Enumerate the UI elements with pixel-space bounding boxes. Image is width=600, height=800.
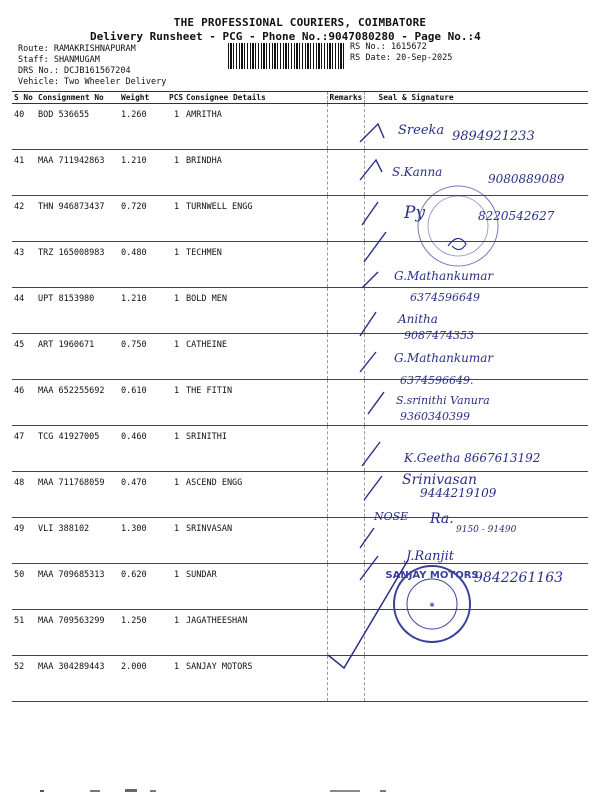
cell-remarks: [327, 380, 364, 426]
table-row: [12, 426, 588, 472]
cell-remarks: [327, 564, 364, 610]
table-row: [12, 518, 588, 564]
cell-remarks: [327, 334, 364, 380]
cell-pcs: 1: [167, 334, 184, 380]
table-row: [12, 472, 588, 518]
table-row: [12, 288, 588, 334]
signature-row-42: Py: [404, 203, 426, 223]
cell-weight: 1.260: [119, 104, 167, 150]
cell-weight: 0.610: [119, 380, 167, 426]
cell-consignment: MAA 709685313: [36, 564, 119, 610]
cell-pcs: 1: [167, 610, 184, 656]
table-header-row: [12, 92, 588, 104]
cell-seal: [364, 104, 588, 150]
cell-consignee: TURNWELL ENGG: [184, 196, 327, 242]
route-label: Route: RAMAKRISHNAPURAM: [18, 44, 136, 54]
cell-weight: 1.210: [119, 288, 167, 334]
signature-row-45: Anitha: [398, 312, 438, 326]
cell-seal: [364, 196, 588, 242]
vehicle-label: Vehicle: Two Wheeler Delivery: [18, 77, 167, 87]
phone-row-42: 8220542627: [478, 209, 555, 223]
cell-remarks: [327, 288, 364, 334]
cell-consignee: BOLD MEN: [184, 288, 327, 334]
table-row: [12, 610, 588, 656]
phone-row-51: 9842261163: [474, 570, 564, 586]
cell-pcs: 1: [167, 656, 184, 702]
scan-specks: [30, 788, 430, 794]
cell-consignment: UPT 8153980: [36, 288, 119, 334]
stamp-text: SANJAY MOTORS: [385, 570, 479, 581]
cell-seal: [364, 518, 588, 564]
cell-sno: 41: [12, 150, 36, 196]
phone-row-47: 9360340399: [400, 410, 470, 423]
table-row: [12, 196, 588, 242]
cell-seal: [364, 610, 588, 656]
signature-row-50: NOSE: [374, 510, 409, 523]
signature-row-41: S.Kanna: [392, 165, 443, 179]
signature-row-49: Srinivasan: [402, 472, 478, 488]
cell-consignment: THN 946873437: [36, 196, 119, 242]
cell-weight: 0.750: [119, 334, 167, 380]
signature-row-48: K.Geetha 8667613192: [404, 451, 541, 465]
col-consignee: Consignee Details: [184, 92, 327, 104]
cell-pcs: 1: [167, 104, 184, 150]
cell-consignment: TCG 41927005: [36, 426, 119, 472]
phone-row-41: 9080889089: [488, 172, 565, 186]
table-row: [12, 334, 588, 380]
cell-consignment: BOD 536655: [36, 104, 119, 150]
cell-sno: 50: [12, 564, 36, 610]
phone-row-46: 6374596649.: [400, 374, 474, 387]
cell-consignment: MAA 709563299: [36, 610, 119, 656]
cell-sno: 43: [12, 242, 36, 288]
rs-date: RS Date: 20-Sep-2025: [350, 53, 453, 63]
cell-seal: [364, 150, 588, 196]
cell-consignee: JAGATHEESHAN: [184, 610, 327, 656]
cell-remarks: [327, 150, 364, 196]
cell-pcs: 1: [167, 288, 184, 334]
cell-consignment: ART 1960671: [36, 334, 119, 380]
cell-consignment: MAA 304289443: [36, 656, 119, 702]
cell-remarks: [327, 196, 364, 242]
drs-number: DRS No.: DCJB161567204: [18, 66, 131, 76]
cell-sno: 47: [12, 426, 36, 472]
signature-row-51: J.Ranjit: [406, 549, 454, 564]
col-pcs: PCS: [169, 93, 184, 102]
rs-number: RS No.: 1615672: [350, 42, 427, 52]
cell-weight: 1.250: [119, 610, 167, 656]
cell-weight: 0.480: [119, 242, 167, 288]
signature-row-47: S.srinithi Vanura: [396, 394, 490, 407]
cell-seal: [364, 288, 588, 334]
cell-weight: 0.460: [119, 426, 167, 472]
cell-remarks: [327, 472, 364, 518]
barcode-image: [228, 43, 346, 69]
cell-seal: [364, 334, 588, 380]
cell-pcs: 1: [167, 196, 184, 242]
cell-consignment: MAA 711768059: [36, 472, 119, 518]
phone-row-49: 9444219109: [420, 486, 497, 500]
cell-weight: 2.000: [119, 656, 167, 702]
cell-pcs: 1: [167, 150, 184, 196]
cell-seal: [364, 472, 588, 518]
signature-row-40: Sreeka: [398, 123, 445, 138]
col-weight: Weight: [119, 92, 167, 104]
cell-consignee: AMRITHA: [184, 104, 327, 150]
cell-consignment: TRZ 165008983: [36, 242, 119, 288]
cell-consignee: BRINDHA: [184, 150, 327, 196]
runsheet-title: Delivery Runsheet - PCG - Phone No.:9047080280 - Page No.:4: [90, 30, 481, 43]
staff-label: Staff: SHANMUGAM: [18, 55, 100, 65]
cell-sno: 44: [12, 288, 36, 334]
col-sno: S No: [12, 92, 36, 104]
cell-pcs: 1: [167, 472, 184, 518]
cell-consignee: SRINITHI: [184, 426, 327, 472]
cell-seal: [364, 242, 588, 288]
signature-row-44: G.Mathankumar: [394, 269, 494, 283]
cell-weight: 0.720: [119, 196, 167, 242]
cell-pcs: 1: [167, 242, 184, 288]
cell-remarks: [327, 104, 364, 150]
table-row: [12, 150, 588, 196]
cell-remarks: [327, 426, 364, 472]
cell-consignee: SUNDAR: [184, 564, 327, 610]
cell-sno: 51: [12, 610, 36, 656]
cell-pcs: 1: [167, 426, 184, 472]
cell-seal: [364, 380, 588, 426]
cell-sno: 52: [12, 656, 36, 702]
cell-consignment: MAA 711942863: [36, 150, 119, 196]
cell-seal: [364, 426, 588, 472]
cell-pcs: 1: [167, 564, 184, 610]
phone-row-40: 9894921233: [452, 129, 535, 144]
phone-row-45: 9087474353: [404, 329, 474, 342]
runsheet-table: [12, 91, 588, 702]
col-consignment: Consignment No: [36, 92, 119, 104]
cell-sno: 42: [12, 196, 36, 242]
signature-initials: Ra.: [430, 511, 454, 527]
cell-consignee: SRINVASAN: [184, 518, 327, 564]
cell-pcs: 1: [167, 380, 184, 426]
col-remarks: Remarks: [327, 92, 364, 104]
phone-row-50: 9150 - 91490: [456, 525, 517, 535]
cell-consignee: TECHMEN: [184, 242, 327, 288]
cell-weight: 0.620: [119, 564, 167, 610]
cell-pcs: 1: [167, 518, 184, 564]
cell-sno: 48: [12, 472, 36, 518]
cell-sno: 46: [12, 380, 36, 426]
cell-seal: [364, 656, 588, 702]
cell-consignment: VLI 388102: [36, 518, 119, 564]
rs-details: [350, 42, 550, 64]
table-row: [12, 242, 588, 288]
table-row: [12, 380, 588, 426]
cell-weight: 1.210: [119, 150, 167, 196]
cell-sno: 45: [12, 334, 36, 380]
cell-weight: 0.470: [119, 472, 167, 518]
signature-row-46: G.Mathankumar: [394, 351, 494, 365]
table-row: [12, 564, 588, 610]
cell-consignee: SANJAY MOTORS: [184, 656, 327, 702]
route-details: [18, 44, 228, 88]
cell-consignment: MAA 652255692: [36, 380, 119, 426]
table-row: [12, 656, 588, 702]
cell-consignee: THE FITIN: [184, 380, 327, 426]
cell-remarks: [327, 656, 364, 702]
table-row: [12, 104, 588, 150]
cell-sno: 49: [12, 518, 36, 564]
cell-consignee: ASCEND ENGG: [184, 472, 327, 518]
company-title: THE PROFESSIONAL COURIERS, COIMBATORE: [173, 16, 427, 29]
phone-row-44: 6374596649: [410, 291, 480, 304]
col-seal: Seal & Signature: [364, 92, 588, 104]
cell-remarks: [327, 518, 364, 564]
cell-weight: 1.300: [119, 518, 167, 564]
cell-seal: [364, 564, 588, 610]
stamp-symbol: ✶: [428, 601, 436, 611]
cell-consignee: CATHEINE: [184, 334, 327, 380]
cell-remarks: [327, 610, 364, 656]
cell-remarks: [327, 242, 364, 288]
cell-sno: 40: [12, 104, 36, 150]
